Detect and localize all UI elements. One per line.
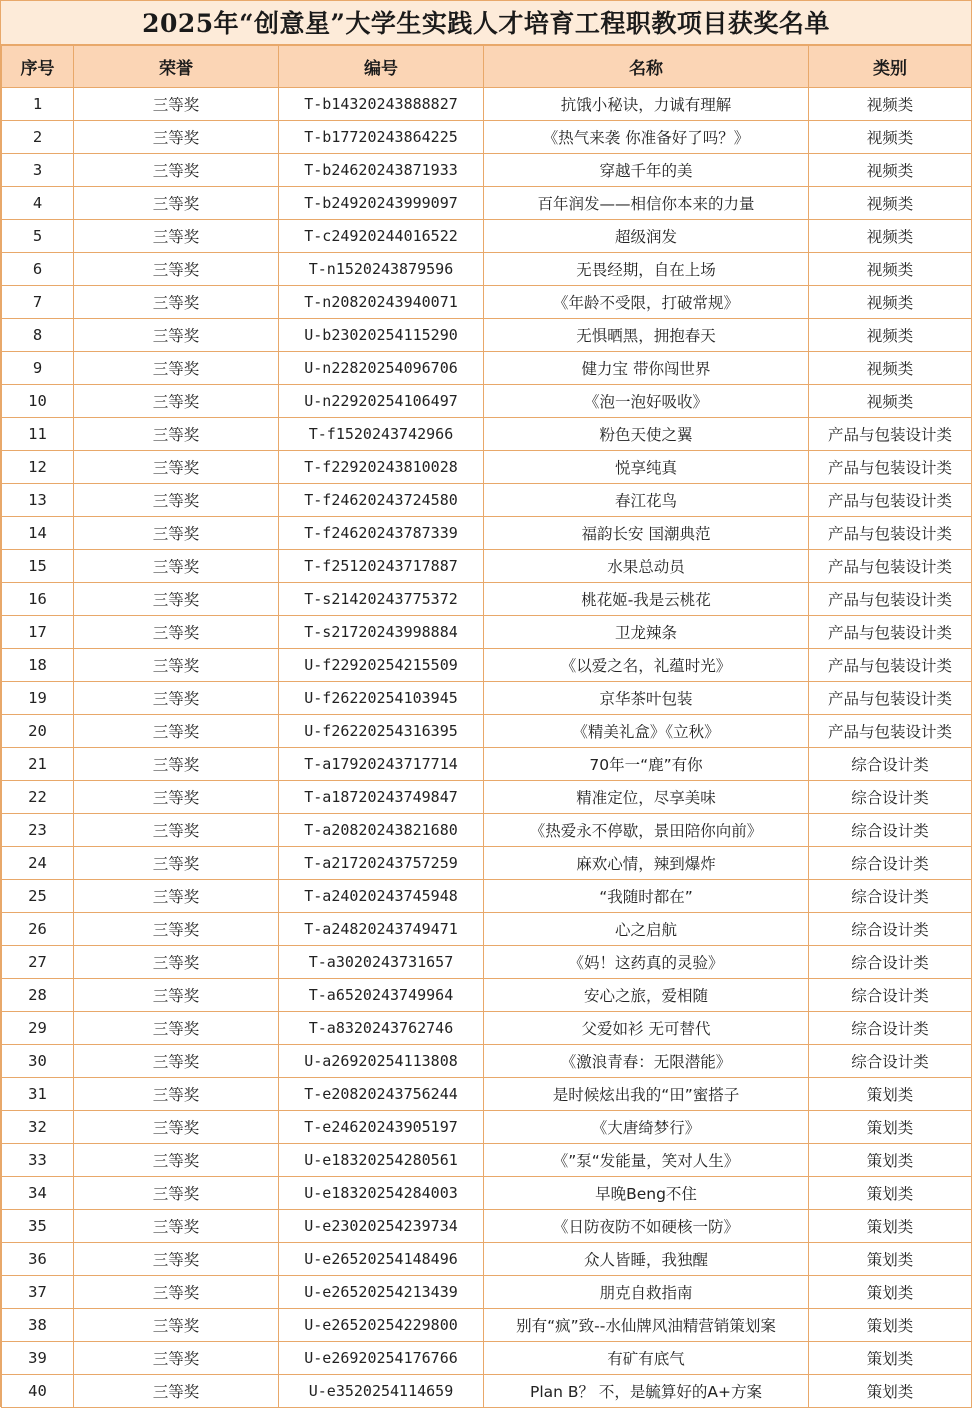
cell-code: T-f24620243724580 [279, 484, 484, 517]
cell-honor: 三等奖 [74, 220, 279, 253]
cell-name: 福韵长安 国潮典范 [484, 517, 809, 550]
cell-honor: 三等奖 [74, 814, 279, 847]
cell-name: 众人皆睡，我独醒 [484, 1243, 809, 1276]
cell-honor: 三等奖 [74, 1243, 279, 1276]
cell-name: 安心之旅，爱相随 [484, 979, 809, 1012]
table-row [2, 1375, 972, 1408]
table-row [2, 484, 972, 517]
cell-honor: 三等奖 [74, 1309, 279, 1342]
cell-index: 6 [2, 253, 74, 286]
table-row [2, 979, 972, 1012]
cell-honor: 三等奖 [74, 1342, 279, 1375]
cell-index: 27 [2, 946, 74, 979]
cell-code: T-s21720243998884 [279, 616, 484, 649]
cell-code: U-e23020254239734 [279, 1210, 484, 1243]
cell-index: 4 [2, 187, 74, 220]
cell-code: T-n1520243879596 [279, 253, 484, 286]
table-row [2, 88, 972, 121]
cell-honor: 三等奖 [74, 1012, 279, 1045]
cell-name: 有矿有底气 [484, 1342, 809, 1375]
table-row [2, 319, 972, 352]
cell-index: 3 [2, 154, 74, 187]
cell-index: 5 [2, 220, 74, 253]
cell-category: 视频类 [809, 187, 972, 220]
cell-index: 37 [2, 1276, 74, 1309]
cell-code: U-n22820254096706 [279, 352, 484, 385]
cell-index: 34 [2, 1177, 74, 1210]
cell-honor: 三等奖 [74, 583, 279, 616]
cell-category: 产品与包装设计类 [809, 583, 972, 616]
cell-code: T-a3020243731657 [279, 946, 484, 979]
cell-name: 《激浪青春：无限潜能》 [484, 1045, 809, 1078]
cell-name: 是时候炫出我的“田”蜜搭子 [484, 1078, 809, 1111]
cell-name: Plan B？ 不，是毓算好的A+方案 [484, 1375, 809, 1408]
cell-name: 朋克自救指南 [484, 1276, 809, 1309]
cell-category: 综合设计类 [809, 814, 972, 847]
table-row [2, 187, 972, 220]
cell-honor: 三等奖 [74, 1210, 279, 1243]
cell-code: T-a18720243749847 [279, 781, 484, 814]
cell-code: T-f25120243717887 [279, 550, 484, 583]
cell-code: U-e3520254114659 [279, 1375, 484, 1408]
cell-code: T-b17720243864225 [279, 121, 484, 154]
cell-index: 28 [2, 979, 74, 1012]
column-header-index: 序号 [2, 46, 74, 88]
table-row [2, 847, 972, 880]
cell-category: 策划类 [809, 1144, 972, 1177]
cell-honor: 三等奖 [74, 913, 279, 946]
cell-index: 17 [2, 616, 74, 649]
cell-index: 15 [2, 550, 74, 583]
cell-code: U-e26520254229800 [279, 1309, 484, 1342]
cell-honor: 三等奖 [74, 418, 279, 451]
cell-code: T-b14320243888827 [279, 88, 484, 121]
cell-honor: 三等奖 [74, 286, 279, 319]
cell-name: 《”泵“发能量，笑对人生》 [484, 1144, 809, 1177]
cell-category: 策划类 [809, 1111, 972, 1144]
cell-honor: 三等奖 [74, 880, 279, 913]
cell-code: U-e26920254176766 [279, 1342, 484, 1375]
cell-code: U-b23020254115290 [279, 319, 484, 352]
cell-honor: 三等奖 [74, 781, 279, 814]
cell-code: T-a6520243749964 [279, 979, 484, 1012]
table-row [2, 550, 972, 583]
cell-name: 卫龙辣条 [484, 616, 809, 649]
table-row [2, 154, 972, 187]
cell-index: 16 [2, 583, 74, 616]
cell-category: 综合设计类 [809, 979, 972, 1012]
cell-category: 视频类 [809, 220, 972, 253]
table-row [2, 253, 972, 286]
cell-honor: 三等奖 [74, 847, 279, 880]
cell-index: 10 [2, 385, 74, 418]
cell-category: 视频类 [809, 253, 972, 286]
cell-index: 22 [2, 781, 74, 814]
cell-name: 精准定位，尽享美味 [484, 781, 809, 814]
cell-category: 策划类 [809, 1243, 972, 1276]
table-row [2, 1045, 972, 1078]
cell-code: T-b24620243871933 [279, 154, 484, 187]
cell-category: 视频类 [809, 121, 972, 154]
cell-category: 视频类 [809, 154, 972, 187]
cell-category: 视频类 [809, 88, 972, 121]
cell-category: 产品与包装设计类 [809, 550, 972, 583]
cell-index: 21 [2, 748, 74, 781]
cell-index: 36 [2, 1243, 74, 1276]
cell-category: 策划类 [809, 1309, 972, 1342]
cell-category: 综合设计类 [809, 781, 972, 814]
cell-code: U-a26920254113808 [279, 1045, 484, 1078]
cell-honor: 三等奖 [74, 451, 279, 484]
cell-name: 《妈！这药真的灵验》 [484, 946, 809, 979]
cell-index: 32 [2, 1111, 74, 1144]
cell-name: 《热气来袭 你准备好了吗？》 [484, 121, 809, 154]
cell-category: 视频类 [809, 286, 972, 319]
table-row [2, 1276, 972, 1309]
table-row [2, 352, 972, 385]
cell-code: T-a20820243821680 [279, 814, 484, 847]
table-row [2, 649, 972, 682]
cell-code: T-b24920243999097 [279, 187, 484, 220]
cell-honor: 三等奖 [74, 154, 279, 187]
cell-category: 策划类 [809, 1276, 972, 1309]
cell-code: U-e18320254280561 [279, 1144, 484, 1177]
column-header-honor: 荣誉 [74, 46, 279, 88]
table-row [2, 1012, 972, 1045]
cell-index: 18 [2, 649, 74, 682]
cell-code: U-e18320254284003 [279, 1177, 484, 1210]
cell-category: 产品与包装设计类 [809, 418, 972, 451]
cell-index: 35 [2, 1210, 74, 1243]
cell-category: 综合设计类 [809, 748, 972, 781]
cell-index: 31 [2, 1078, 74, 1111]
cell-index: 38 [2, 1309, 74, 1342]
cell-category: 综合设计类 [809, 847, 972, 880]
column-header-name: 名称 [484, 46, 809, 88]
cell-index: 29 [2, 1012, 74, 1045]
cell-honor: 三等奖 [74, 550, 279, 583]
cell-name: 春江花鸟 [484, 484, 809, 517]
cell-code: T-a24820243749471 [279, 913, 484, 946]
cell-honor: 三等奖 [74, 253, 279, 286]
cell-index: 13 [2, 484, 74, 517]
table-row [2, 220, 972, 253]
table-row [2, 121, 972, 154]
cell-code: T-f1520243742966 [279, 418, 484, 451]
cell-honor: 三等奖 [74, 484, 279, 517]
cell-code: U-f26220254316395 [279, 715, 484, 748]
cell-code: T-f22920243810028 [279, 451, 484, 484]
cell-code: T-n20820243940071 [279, 286, 484, 319]
cell-code: T-a8320243762746 [279, 1012, 484, 1045]
cell-code: T-c24920244016522 [279, 220, 484, 253]
table-row [2, 1144, 972, 1177]
cell-code: U-e26520254148496 [279, 1243, 484, 1276]
cell-name: “我随时都在” [484, 880, 809, 913]
cell-honor: 三等奖 [74, 649, 279, 682]
cell-index: 26 [2, 913, 74, 946]
table-row [2, 748, 972, 781]
cell-honor: 三等奖 [74, 319, 279, 352]
table-row [2, 583, 972, 616]
cell-name: 京华茶叶包装 [484, 682, 809, 715]
table-row [2, 517, 972, 550]
cell-honor: 三等奖 [74, 1078, 279, 1111]
cell-index: 20 [2, 715, 74, 748]
cell-category: 产品与包装设计类 [809, 451, 972, 484]
table-row [2, 814, 972, 847]
cell-name: 《精美礼盒》《立秋》 [484, 715, 809, 748]
cell-category: 综合设计类 [809, 946, 972, 979]
cell-code: T-e24620243905197 [279, 1111, 484, 1144]
cell-index: 19 [2, 682, 74, 715]
cell-name: 《年龄不受限，打破常规》 [484, 286, 809, 319]
cell-name: 悦享纯真 [484, 451, 809, 484]
cell-index: 39 [2, 1342, 74, 1375]
cell-category: 产品与包装设计类 [809, 484, 972, 517]
cell-name: 《热爱永不停歇，景田陪你向前》 [484, 814, 809, 847]
cell-code: T-a17920243717714 [279, 748, 484, 781]
cell-name: 麻欢心情，辣到爆炸 [484, 847, 809, 880]
cell-category: 视频类 [809, 385, 972, 418]
cell-category: 产品与包装设计类 [809, 649, 972, 682]
cell-name: 超级润发 [484, 220, 809, 253]
table-row [2, 1177, 972, 1210]
cell-category: 策划类 [809, 1342, 972, 1375]
cell-index: 40 [2, 1375, 74, 1408]
column-header-category: 类别 [809, 46, 972, 88]
table-row [2, 385, 972, 418]
cell-index: 11 [2, 418, 74, 451]
cell-honor: 三等奖 [74, 748, 279, 781]
cell-name: 粉色天使之翼 [484, 418, 809, 451]
cell-category: 综合设计类 [809, 1045, 972, 1078]
cell-honor: 三等奖 [74, 1375, 279, 1408]
cell-honor: 三等奖 [74, 1045, 279, 1078]
table-row [2, 1111, 972, 1144]
cell-index: 24 [2, 847, 74, 880]
table-row [2, 715, 972, 748]
page-title: 2025年“创意星”大学生实践人才培育工程职教项目获奖名单 [1, 0, 971, 45]
cell-category: 综合设计类 [809, 1012, 972, 1045]
cell-name: 抗饿小秘诀，力诚有理解 [484, 88, 809, 121]
table-row [2, 781, 972, 814]
table-row [2, 616, 972, 649]
award-table [1, 45, 972, 1408]
cell-category: 策划类 [809, 1177, 972, 1210]
cell-code: U-n22920254106497 [279, 385, 484, 418]
cell-index: 1 [2, 88, 74, 121]
cell-name: 百年润发——相信你本来的力量 [484, 187, 809, 220]
cell-category: 产品与包装设计类 [809, 517, 972, 550]
cell-honor: 三等奖 [74, 121, 279, 154]
cell-index: 30 [2, 1045, 74, 1078]
cell-name: 70年一“鹿”有你 [484, 748, 809, 781]
cell-code: U-f22920254215509 [279, 649, 484, 682]
cell-category: 视频类 [809, 319, 972, 352]
cell-name: 《大唐绮梦行》 [484, 1111, 809, 1144]
cell-category: 策划类 [809, 1375, 972, 1408]
cell-name: 《以爱之名，礼蕴时光》 [484, 649, 809, 682]
cell-name: 穿越千年的美 [484, 154, 809, 187]
cell-honor: 三等奖 [74, 1177, 279, 1210]
cell-name: 无惧晒黑，拥抱春天 [484, 319, 809, 352]
table-body [2, 88, 972, 1408]
cell-code: T-e20820243756244 [279, 1078, 484, 1111]
cell-category: 产品与包装设计类 [809, 682, 972, 715]
cell-honor: 三等奖 [74, 715, 279, 748]
cell-index: 25 [2, 880, 74, 913]
cell-category: 综合设计类 [809, 880, 972, 913]
table-row [2, 1210, 972, 1243]
cell-honor: 三等奖 [74, 1144, 279, 1177]
table-row [2, 286, 972, 319]
cell-index: 12 [2, 451, 74, 484]
cell-category: 策划类 [809, 1078, 972, 1111]
cell-name: 《日防夜防不如硬核一防》 [484, 1210, 809, 1243]
cell-category: 视频类 [809, 352, 972, 385]
cell-index: 23 [2, 814, 74, 847]
cell-index: 33 [2, 1144, 74, 1177]
cell-name: 无畏经期，自在上场 [484, 253, 809, 286]
cell-index: 7 [2, 286, 74, 319]
cell-honor: 三等奖 [74, 1111, 279, 1144]
table-row [2, 880, 972, 913]
cell-name: 《泡一泡好吸收》 [484, 385, 809, 418]
cell-honor: 三等奖 [74, 517, 279, 550]
cell-honor: 三等奖 [74, 682, 279, 715]
cell-honor: 三等奖 [74, 187, 279, 220]
header-row [2, 46, 972, 88]
table-row [2, 1243, 972, 1276]
cell-name: 心之启航 [484, 913, 809, 946]
table-row [2, 451, 972, 484]
cell-code: T-f24620243787339 [279, 517, 484, 550]
cell-category: 综合设计类 [809, 913, 972, 946]
table-row [2, 1342, 972, 1375]
cell-code: U-f26220254103945 [279, 682, 484, 715]
cell-name: 健力宝 带你闯世界 [484, 352, 809, 385]
table-row [2, 1309, 972, 1342]
cell-honor: 三等奖 [74, 385, 279, 418]
cell-honor: 三等奖 [74, 946, 279, 979]
cell-code: U-e26520254213439 [279, 1276, 484, 1309]
cell-category: 策划类 [809, 1210, 972, 1243]
cell-name: 别有“疯”致--水仙牌风油精营销策划案 [484, 1309, 809, 1342]
cell-honor: 三等奖 [74, 979, 279, 1012]
cell-code: T-a24020243745948 [279, 880, 484, 913]
cell-honor: 三等奖 [74, 1276, 279, 1309]
table-row [2, 682, 972, 715]
cell-index: 14 [2, 517, 74, 550]
cell-category: 产品与包装设计类 [809, 715, 972, 748]
column-header-code: 编号 [279, 46, 484, 88]
table-row [2, 946, 972, 979]
cell-name: 水果总动员 [484, 550, 809, 583]
table-row [2, 913, 972, 946]
cell-honor: 三等奖 [74, 352, 279, 385]
table-row [2, 1078, 972, 1111]
cell-index: 9 [2, 352, 74, 385]
cell-honor: 三等奖 [74, 88, 279, 121]
cell-index: 2 [2, 121, 74, 154]
cell-index: 8 [2, 319, 74, 352]
cell-name: 早晚Beng不住 [484, 1177, 809, 1210]
cell-code: T-s21420243775372 [279, 583, 484, 616]
cell-honor: 三等奖 [74, 616, 279, 649]
cell-name: 桃花姬-我是云桃花 [484, 583, 809, 616]
cell-name: 父爱如衫 无可替代 [484, 1012, 809, 1045]
cell-category: 产品与包装设计类 [809, 616, 972, 649]
table-row [2, 418, 972, 451]
cell-code: T-a21720243757259 [279, 847, 484, 880]
